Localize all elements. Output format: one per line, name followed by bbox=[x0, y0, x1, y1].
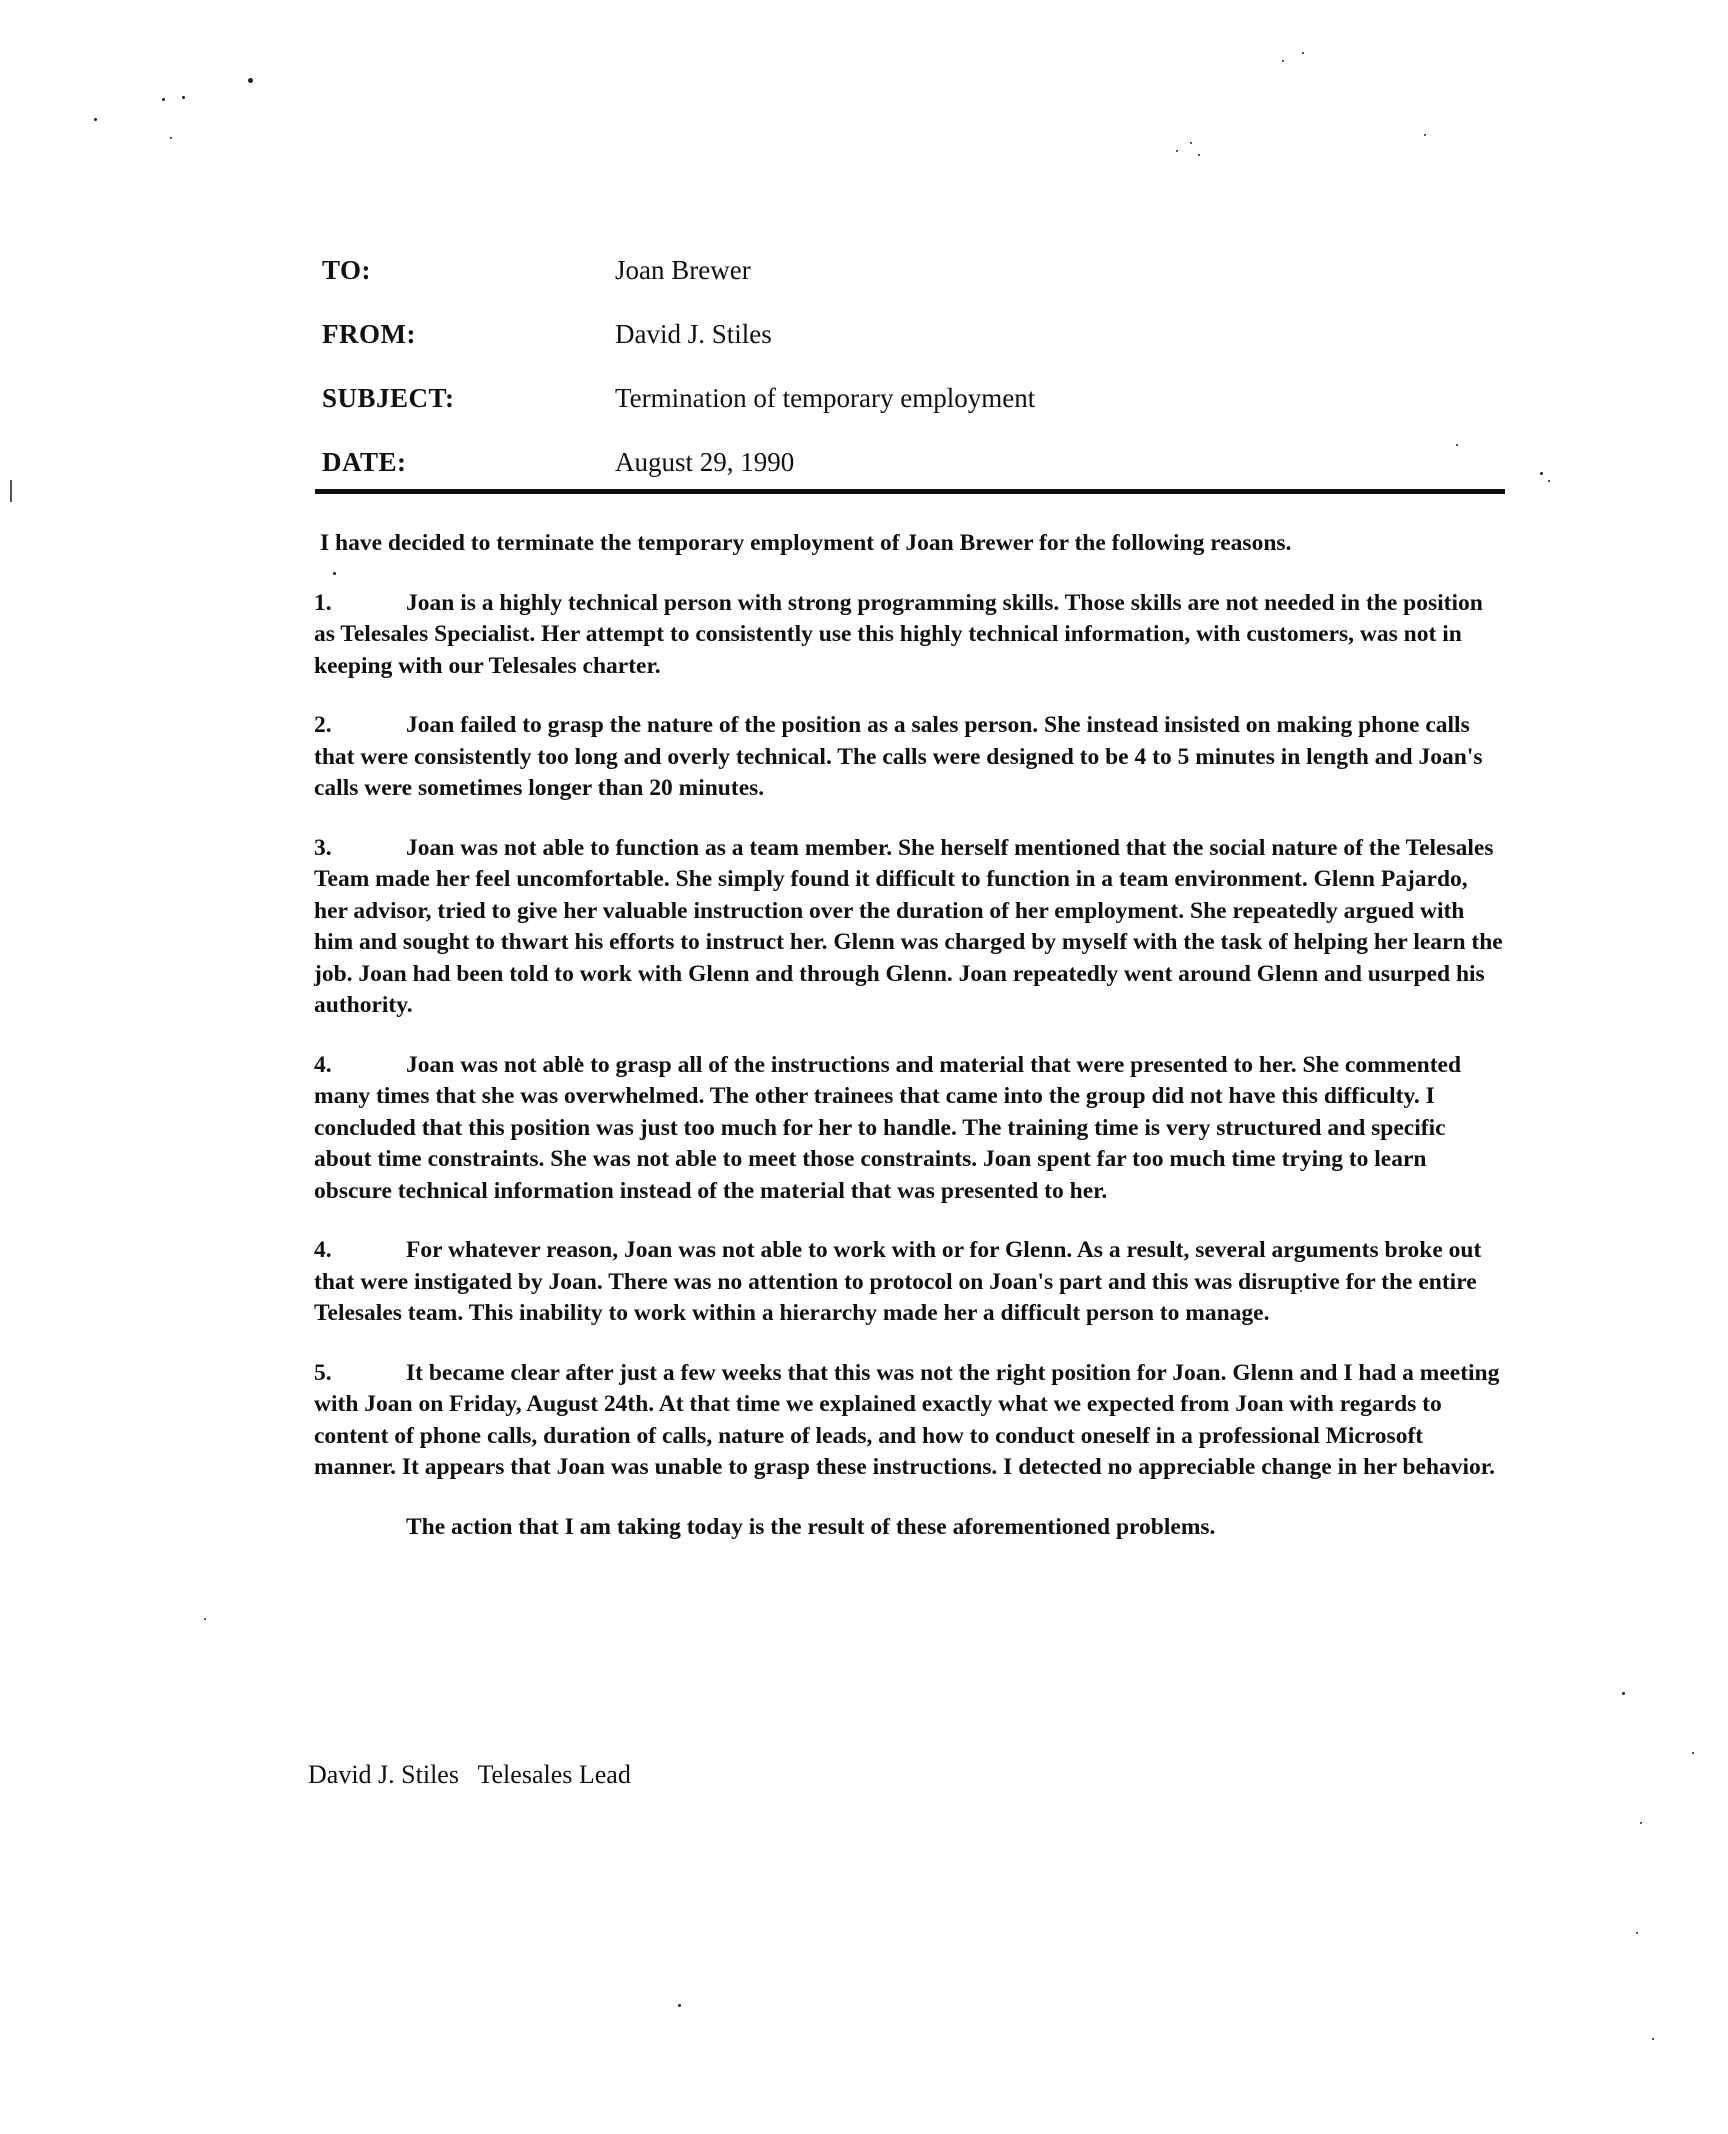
scan-speck bbox=[1548, 480, 1550, 482]
scan-speck bbox=[204, 1618, 206, 1620]
reason-text: Joan is a highly technical person with strong programming skills. Those skills are not needed in the position as Telesales Specialist. Her attempt to consistently use this highly technical information, with customers, was not in keeping with our Telesales charter. bbox=[314, 589, 1483, 679]
scan-speck bbox=[1198, 154, 1200, 156]
scan-speck bbox=[1636, 1932, 1638, 1934]
date-value: August 29, 1990 bbox=[615, 447, 795, 477]
reason-item bbox=[314, 588, 1504, 683]
scan-speck bbox=[182, 96, 185, 99]
scan-speck bbox=[1176, 150, 1178, 152]
reason-text: For whatever reason, Joan was not able to work with or for Glenn. As a result, several arguments broke out that were instigated by Joan. There was no attention to protocol on Joan's part and this was disruptive for the entire Telesales team. This inability to work within a hierarchy made her a difficult person to manage. bbox=[314, 1237, 1482, 1326]
reason-number: 4. bbox=[314, 1051, 332, 1078]
to-row bbox=[322, 255, 1504, 319]
scan-margin-mark bbox=[10, 480, 12, 502]
header-divider bbox=[315, 489, 1505, 494]
date-label: DATE: bbox=[322, 447, 407, 477]
scan-speck bbox=[170, 137, 172, 139]
reason-text: Joan failed to grasp the nature of the position as a sales person. She instead insisted on making phone calls that were consistently too long and overly technical. The calls were designed to be 4 to 5 minutes in length and Joan's calls were sometimes longer than 20 minutes. bbox=[314, 712, 1483, 801]
reason-number: 1. bbox=[314, 589, 332, 616]
scan-speck bbox=[1652, 2038, 1654, 2040]
reason-number: 4. bbox=[314, 1237, 332, 1263]
reason-item bbox=[314, 833, 1504, 1022]
reason-item bbox=[314, 710, 1504, 805]
to-label: TO: bbox=[322, 255, 372, 285]
to-value: Joan Brewer bbox=[615, 255, 751, 285]
subject-row bbox=[322, 383, 1504, 447]
signature-name: David J. Stiles bbox=[308, 1760, 459, 1789]
date-row bbox=[322, 447, 1504, 511]
scan-speck bbox=[1692, 1752, 1694, 1754]
reason-item bbox=[314, 1235, 1504, 1330]
scan-speck bbox=[1190, 142, 1192, 144]
scan-speck bbox=[678, 2004, 681, 2007]
closing-paragraph: The action that I am taking today is the result of these aforementioned problems. bbox=[406, 1513, 1216, 1540]
intro-paragraph: I have decided to terminate the temporary employment of Joan Brewer for the following reasons. bbox=[320, 530, 1292, 556]
from-value: David J. Stiles bbox=[615, 319, 772, 349]
reason-text: It became clear after just a few weeks that this was not the right position for Joan. Glenn and I had a meeting with Joan on Friday, August 24th. At that time we explained exactly what we expected from Joan with regards to content of phone calls, duration of calls, nature of leads, and how to conduct oneself in a professional Microsoft manner. It appears that Joan was unable to grasp these instructions. I detected no appreciable change in her behavior. bbox=[314, 1359, 1500, 1480]
memo-header bbox=[322, 255, 1504, 511]
from-label: FROM: bbox=[322, 319, 416, 349]
signature-title: Telesales Lead bbox=[477, 1760, 631, 1789]
signature-line bbox=[308, 1760, 631, 1790]
scan-speck bbox=[248, 78, 253, 83]
reason-text: Joan was not able to grasp all of the instructions and material that were presented to her. She commented many times that she was overwhelmed. The other trainees that came into the group did not have this difficulty. I concluded that this position was just too much for her to handle. The training time is very structured and specific about time constraints. She was not able to meet those constraints. Joan spent far too much time trying to learn obscure technical information instead of the material that was presented to her. bbox=[314, 1051, 1462, 1204]
scan-speck bbox=[1640, 1822, 1642, 1824]
memo-body bbox=[314, 528, 1504, 1543]
scan-speck bbox=[162, 98, 165, 101]
reason-number: 3. bbox=[314, 834, 332, 861]
reason-item bbox=[314, 1358, 1504, 1484]
reason-text: Joan was not able to function as a team member. She herself mentioned that the social nature of the Telesales Team made her feel uncomfortable. She simply found it difficult to function in a team environment. Glenn Pajardo, her advisor, tried to give her valuable instruction over the duration of her employment. She repeatedly argued with him and sought to thwart his efforts to instruct her. Glenn was charged by myself with the task of helping her learn the job. Joan had been told to work with Glenn and through Glenn. Joan repeatedly went around Glenn and usurped his authority. bbox=[314, 834, 1503, 1018]
reason-number: 5. bbox=[314, 1359, 332, 1386]
scan-speck bbox=[1622, 1692, 1625, 1695]
reason-number: 2. bbox=[314, 712, 332, 738]
scan-speck bbox=[1540, 472, 1543, 475]
scan-speck bbox=[94, 118, 97, 121]
reason-item bbox=[314, 1050, 1504, 1208]
from-row bbox=[322, 319, 1504, 383]
scan-speck bbox=[1302, 52, 1304, 54]
scan-speck bbox=[1424, 134, 1426, 136]
subject-value: Termination of temporary employment bbox=[615, 383, 1036, 413]
scan-speck bbox=[1282, 60, 1284, 62]
subject-label: SUBJECT: bbox=[322, 383, 455, 413]
